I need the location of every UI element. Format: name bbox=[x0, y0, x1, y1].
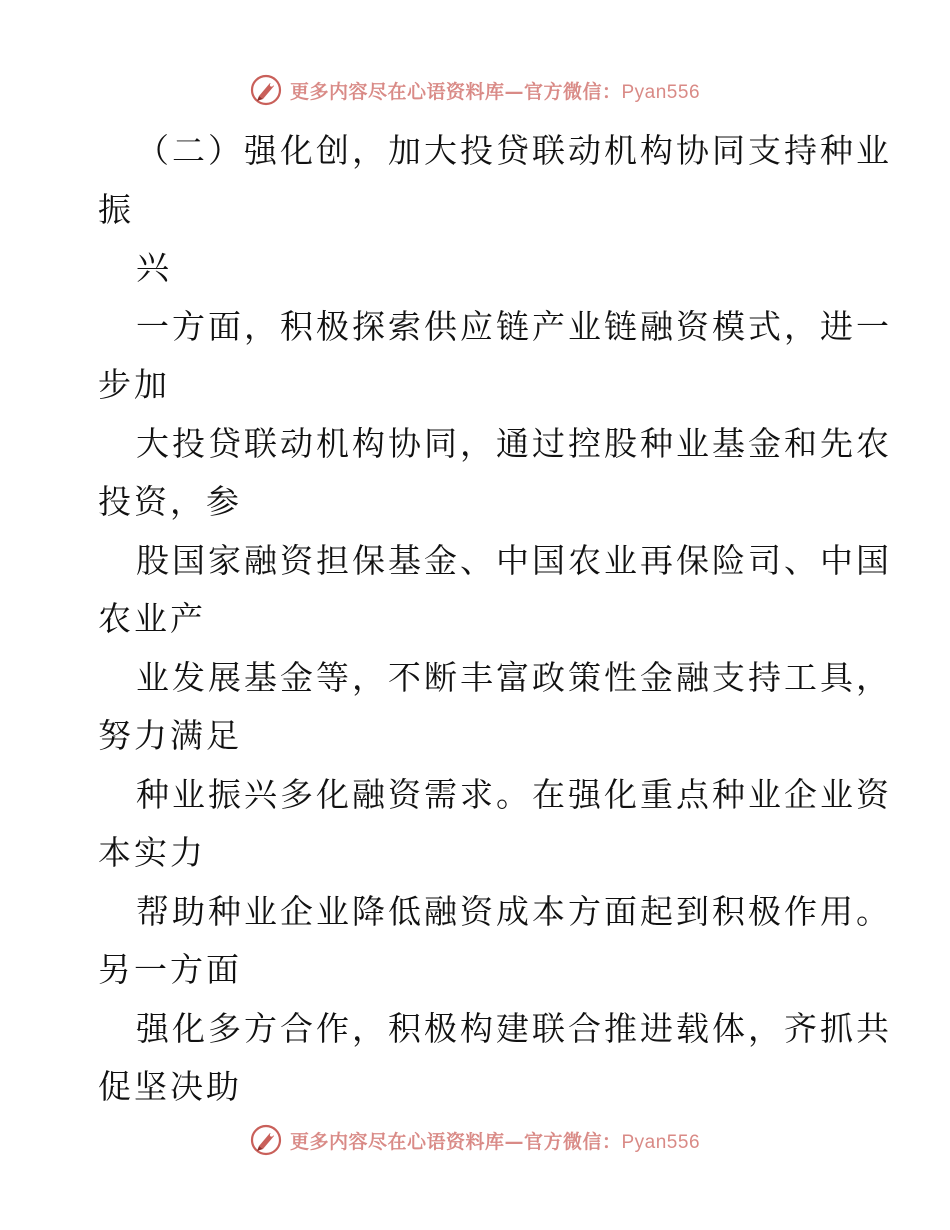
text-line: 兴 bbox=[136, 248, 172, 287]
text-line: 投资，参 bbox=[98, 482, 242, 521]
watermark-handle: Pyan556 bbox=[621, 1131, 701, 1153]
footer-watermark bbox=[0, 1120, 950, 1160]
watermark-handle: Pyan556 bbox=[621, 81, 701, 103]
header-watermark bbox=[0, 70, 950, 110]
text-line: 业发展基金等，不断丰富政策性金融支持工具， bbox=[136, 657, 892, 697]
text-line: 种业振兴多化融资需求。在强化重点种业企业资 bbox=[136, 774, 892, 814]
document-body bbox=[98, 122, 892, 1117]
text-line: 股国家融资担保基金、中国农业再保险司、中国 bbox=[136, 540, 892, 580]
pen-logo-icon bbox=[250, 1124, 282, 1156]
text-line: 步加 bbox=[98, 365, 170, 404]
text-line: 振 bbox=[98, 189, 134, 229]
text-line: 努力满足 bbox=[98, 716, 242, 755]
watermark-text: 更多内容尽在心语资料库—官方微信：Pyan556 bbox=[289, 80, 701, 103]
text-line: 促坚决助 bbox=[98, 1067, 242, 1106]
text-line: 另一方面 bbox=[98, 950, 242, 989]
text-line: 农业产 bbox=[98, 599, 206, 638]
text-line: 强化多方合作，积极构建联合推进载体，齐抓共 bbox=[136, 1008, 892, 1048]
text-line: 帮助种业企业降低融资成本方面起到积极作用。 bbox=[136, 891, 892, 931]
text-line: 大投贷联动机构协同，通过控股种业基金和先农 bbox=[136, 423, 892, 463]
pen-logo-icon bbox=[250, 74, 282, 106]
watermark-text: 更多内容尽在心语资料库—官方微信：Pyan556 bbox=[289, 1130, 701, 1153]
text-line: （二）强化创，加大投贷联动机构协同支持种业 bbox=[136, 131, 892, 170]
text-line: 本实力 bbox=[98, 833, 206, 872]
text-line: 一方面，积极探索供应链产业链融资模式，进一 bbox=[136, 306, 892, 346]
